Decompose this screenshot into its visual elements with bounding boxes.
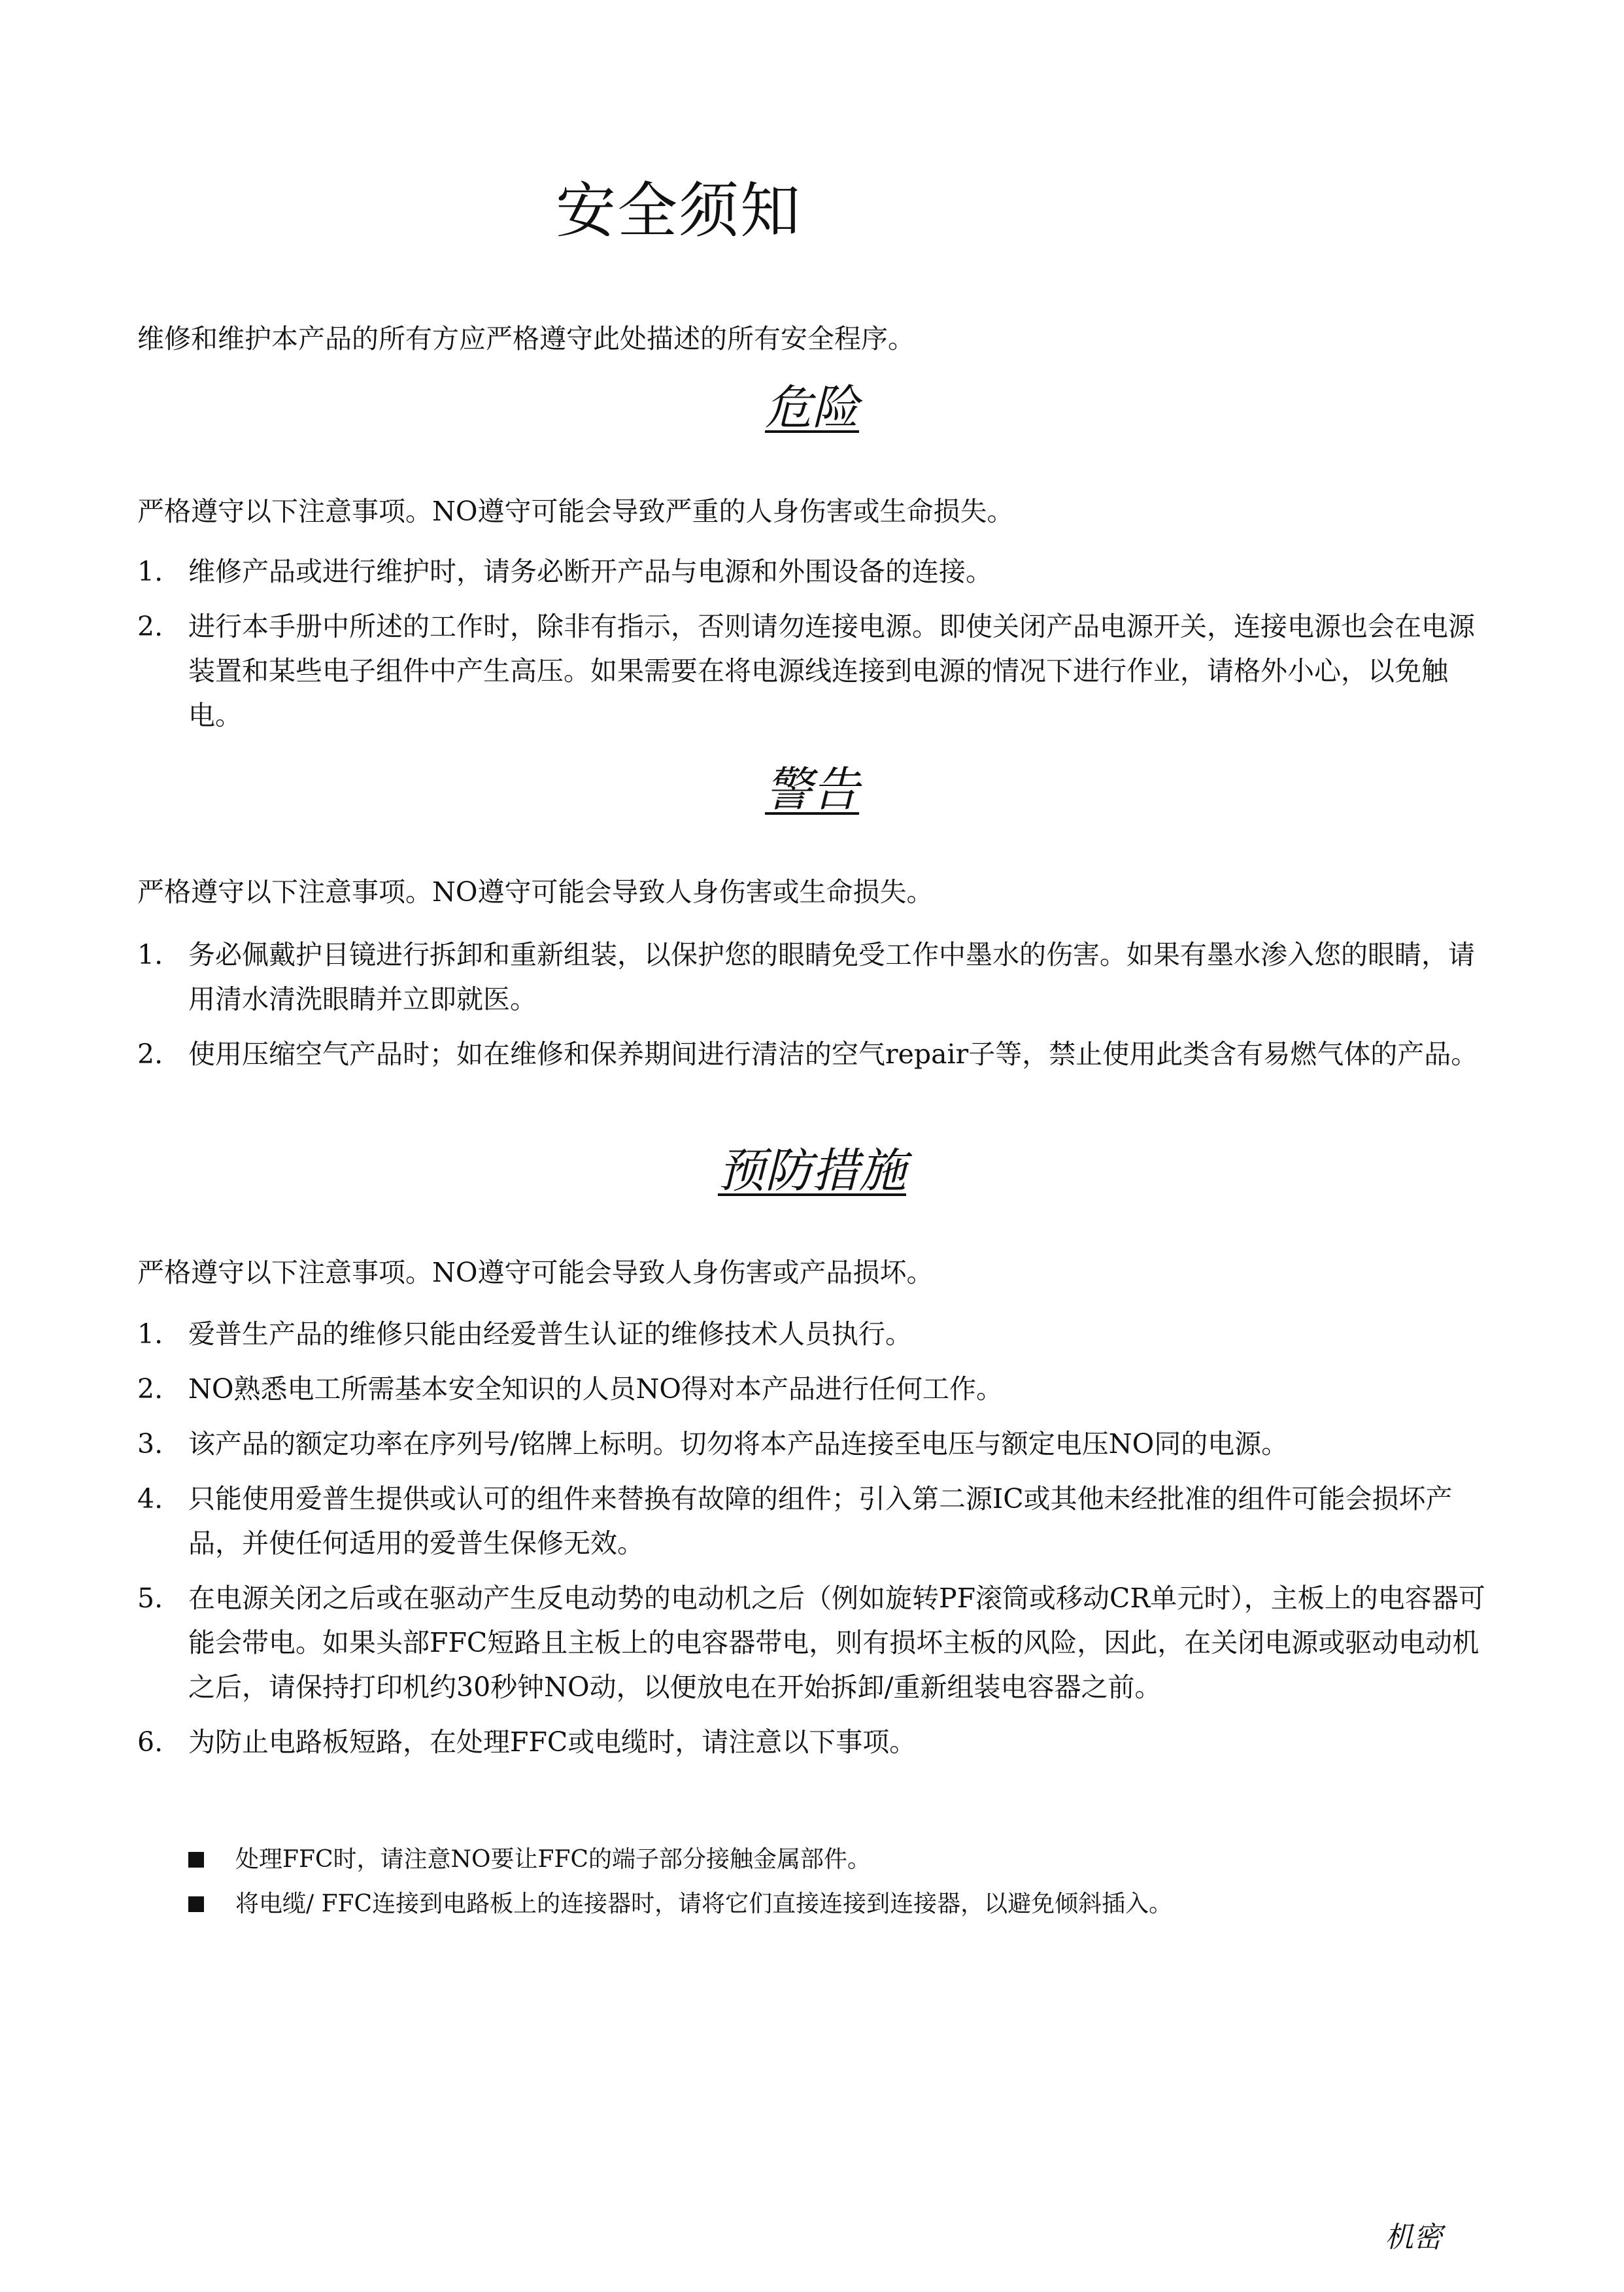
square-bullet-icon bbox=[188, 1852, 204, 1868]
list-text: 爱普生产品的维修只能由经爱普生认证的维修技术人员执行。 bbox=[188, 1318, 912, 1350]
list-item bbox=[137, 1576, 1497, 1709]
list-number: 1. bbox=[137, 1318, 163, 1350]
list-item bbox=[137, 932, 1497, 1021]
precautions-heading: 预防措施 bbox=[717, 1143, 906, 1198]
warning-heading: 警告 bbox=[764, 762, 859, 817]
list-text: NO熟悉电工所需基本安全知识的人员NO得对本产品进行任何工作。 bbox=[188, 1373, 1003, 1405]
list-item bbox=[137, 1720, 1497, 1764]
warning-list bbox=[137, 932, 1497, 1087]
list-text: 为防止电路板短路，在处理FFC或电缆时，请注意以下事项。 bbox=[188, 1726, 917, 1758]
list-item bbox=[137, 604, 1497, 738]
list-item bbox=[137, 1312, 1497, 1356]
bullet-text: 处理FFC时，请注意NO要让FFC的端子部分接触金属部件。 bbox=[235, 1846, 871, 1873]
page-title: 安全须知 bbox=[556, 176, 802, 246]
list-number: 2. bbox=[137, 611, 163, 642]
list-text: 只能使用爱普生提供或认可的组件来替换有故障的组件；引入第二源IC或其他未经批准的组件可能会损坏产品，并使任何适用的爱普生保修无效。 bbox=[188, 1483, 1453, 1559]
list-item bbox=[137, 1422, 1497, 1466]
confidential-footer: 机密 bbox=[1385, 2221, 1442, 2254]
list-item bbox=[137, 1367, 1497, 1411]
list-number: 2. bbox=[137, 1038, 163, 1070]
list-number: 1. bbox=[137, 556, 163, 587]
danger-list bbox=[137, 549, 1497, 748]
list-text: 维修产品或进行维护时，请务必断开产品与电源和外围设备的连接。 bbox=[188, 556, 992, 587]
list-number: 2. bbox=[137, 1373, 163, 1405]
danger-lead: 严格遵守以下注意事项。NO遵守可能会导致严重的人身伤害或生命损失。 bbox=[137, 496, 1014, 527]
list-item bbox=[137, 1477, 1497, 1565]
list-text: 该产品的额定功率在序列号/铭牌上标明。切勿将本产品连接至电压与额定电压NO同的电源。 bbox=[188, 1428, 1289, 1460]
square-bullet-icon bbox=[188, 1896, 204, 1912]
list-text: 进行本手册中所述的工作时，除非有指示，否则请勿连接电源。即使关闭产品电源开关，连接电源也会在电源装置和某些电子组件中产生高压。如果需要在将电源线连接到电源的情况下进行作业，请格外小心，以免触电。 bbox=[188, 611, 1475, 731]
list-number: 5. bbox=[137, 1582, 163, 1614]
intro-paragraph: 维修和维护本产品的所有方应严格遵守此处描述的所有安全程序。 bbox=[137, 323, 915, 354]
list-number: 6. bbox=[137, 1726, 163, 1758]
list-text: 务必佩戴护目镜进行拆卸和重新组装，以保护您的眼睛免受工作中墨水的伤害。如果有墨水渗入您的眼睛，请用清水清洗眼睛并立即就医。 bbox=[188, 939, 1475, 1015]
list-number: 3. bbox=[137, 1428, 163, 1460]
precautions-list bbox=[137, 1312, 1497, 1775]
list-item bbox=[137, 549, 1497, 594]
list-item bbox=[137, 1032, 1497, 1076]
precautions-bullets bbox=[188, 1840, 1496, 1929]
warning-lead: 严格遵守以下注意事项。NO遵守可能会导致人身伤害或生命损失。 bbox=[137, 876, 934, 908]
list-text: 使用压缩空气产品时；如在维修和保养期间进行清洁的空气repair子等，禁止使用此类含有易燃气体的产品。 bbox=[188, 1038, 1478, 1070]
bullet-text: 将电缆/ FFC连接到电路板上的连接器时，请将它们直接连接到连接器，以避免倾斜插入。 bbox=[235, 1890, 1173, 1917]
list-text: 在电源关闭之后或在驱动产生反电动势的电动机之后（例如旋转PF滚筒或移动CR单元时），主板上的电容器可能会带电。如果头部FFC短路且主板上的电容器带电，则有损坏主板的风险，因此，在关闭电源或驱动电动机之后，请保持打印机约30秒钟NO动，以便放电在开始拆卸/重新组装电容器之前。 bbox=[188, 1582, 1485, 1703]
bullet-item bbox=[188, 1885, 1496, 1924]
bullet-item bbox=[188, 1840, 1496, 1879]
precautions-lead: 严格遵守以下注意事项。NO遵守可能会导致人身伤害或产品损坏。 bbox=[137, 1257, 934, 1288]
list-number: 4. bbox=[137, 1483, 163, 1514]
list-number: 1. bbox=[137, 939, 163, 970]
danger-heading: 危险 bbox=[764, 380, 859, 435]
